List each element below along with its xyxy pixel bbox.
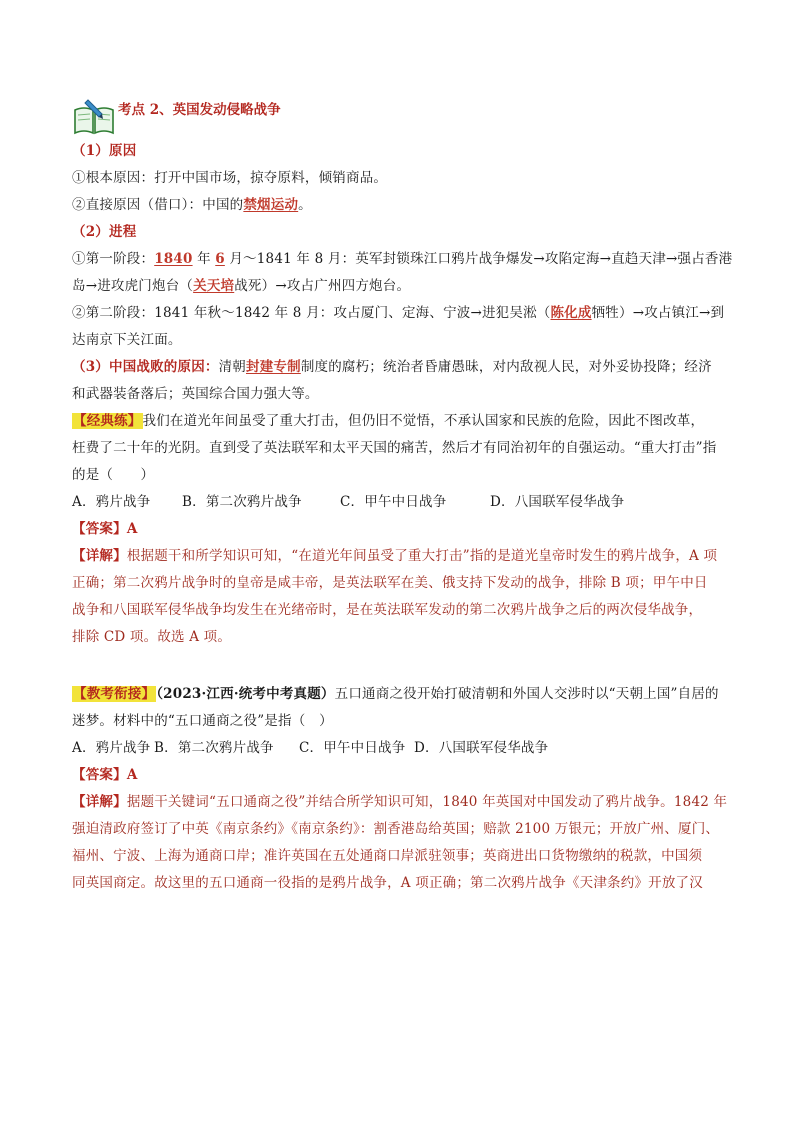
- cause-direct: ②直接原因（借口）：中国的禁烟运动。: [72, 197, 312, 213]
- q2-detail-line1: 【详解】据题干关键词“五口通商之役”并结合所学知识可知，1840 年英国对中国发动了鸦片战争。1842 年: [72, 794, 728, 810]
- q1-options: [72, 489, 724, 516]
- section-header: [72, 96, 724, 136]
- stage2-line2: 达南京下关江面。: [72, 332, 182, 348]
- stage1-line2: 岛→进攻虎门炮台（关天培战死）→攻占广州四方炮台。: [72, 278, 411, 294]
- q2-detail-line2: 强迫清政府签订了中英《南京条约》《南京条约》：割香港岛给英国；赔款 2100 万银元；开放广州、厦门、: [72, 821, 720, 837]
- process-heading: （2）进程: [72, 224, 137, 240]
- q2-detail-line3: 福州、宁波、上海为通商口岸；准许英国在五处通商口岸派驻领事；英商进出口货物缴纳的税款，中国须: [72, 848, 703, 864]
- q2-options: [72, 735, 724, 762]
- defeat-heading: （3）中国战败的原因：: [72, 359, 219, 375]
- defeat-line2: 和武器装备落后；英国综合国力强大等。: [72, 386, 319, 402]
- q1-stem-line3: 的是（ ）: [72, 467, 155, 483]
- q2-option-a: A．鸦片战争: [72, 740, 151, 756]
- q2-tag: 【教考衔接】: [73, 686, 156, 702]
- q1-option-c: C．甲午中日战争: [340, 494, 447, 510]
- keyword-month: 6: [215, 251, 225, 267]
- q1-option-a: A．鸦片战争: [72, 494, 151, 510]
- keyword-guan-tianpei: 关天培: [193, 278, 235, 294]
- q1-detail-line4: 排除 CD 项。故选 A 项。: [72, 629, 232, 645]
- book-pen-icon: [72, 96, 116, 136]
- q1-detail-line3: 战争和八国联军侵华战争均发生在光绪帝时，是在英法联军发动的第二次鸦片战争之后的两次侵华战争，: [72, 602, 703, 618]
- q1-option-b: B．第二次鸦片战争: [182, 494, 302, 510]
- q1-detail-line1: 【详解】根据题干和所学知识可知，“在道光年间虽受了重大打击”指的是道光皇帝时发生的鸦片战争，A 项: [72, 548, 718, 564]
- q1-stem-line1: 【经典练】我们在道光年间虽受了重大打击，但仍旧不觉悟，不承认国家和民族的危险，因此不图改革，: [73, 413, 705, 429]
- q2-detail-line4: 同英国商定。故这里的五口通商一役指的是鸦片战争，A 项正确；第二次鸦片战争《天津条约》开放了汉: [72, 875, 703, 891]
- keyword-year: 1840: [154, 251, 193, 267]
- cause-root: ①根本原因：打开中国市场，掠夺原料，倾销商品。: [72, 170, 388, 186]
- defeat-line1: （3）中国战败的原因：清朝封建专制制度的腐朽；统治者昏庸愚昧，对内敌视人民，对外妥协投降；经济: [72, 359, 712, 375]
- q2-source: （2023·江西·统考中考真题）: [156, 686, 335, 702]
- q1-answer: 【答案】A: [72, 521, 138, 537]
- q2-option-c: C．甲午中日战争: [299, 740, 406, 756]
- stage2-line1: ②第二阶段：1841 年秋～1842 年 8 月：攻占厦门、定海、宁波→进犯吴淞（陈化成牺牲）→攻占镇江→到: [72, 305, 725, 321]
- keyword-opium-ban: 禁烟运动: [243, 197, 299, 213]
- q1-detail-line2: 正确；第二次鸦片战争时的皇帝是咸丰帝，是英法联军在美、俄支持下发动的战争，排除 B 项；甲午中日: [72, 575, 708, 591]
- q2-option-b: B．第二次鸦片战争: [154, 740, 274, 756]
- keyword-chen-huacheng: 陈化成: [550, 305, 592, 321]
- keyword-feudal-autocracy: 封建专制: [246, 359, 301, 375]
- q2-option-d: D．八国联军侵华战争: [414, 740, 549, 756]
- q2-stem-line1: 【教考衔接】（2023·江西·统考中考真题）五口通商之役开始打破清朝和外国人交涉时以“天朝上国”自居的: [73, 686, 719, 702]
- q1-tag: 【经典练】: [73, 413, 142, 429]
- cause-heading: （1）原因: [72, 143, 137, 159]
- q2-stem-line2: 迷梦。材料中的“五口通商之役”是指（ ）: [72, 713, 333, 729]
- q1-stem-line2: 枉费了二十年的光阴。直到受了英法联军和太平天国的痛苦，然后才有同治初年的自强运动。“重大打击”指: [72, 440, 717, 456]
- stage1-line1: ①第一阶段：1840 年 6 月～1841 年 8 月：英军封锁珠江口鸦片战争爆发→攻陷定海→直趋天津→强占香港: [72, 251, 733, 267]
- q2-answer: 【答案】A: [72, 767, 138, 783]
- q1-option-d: D．八国联军侵华战争: [490, 494, 625, 510]
- document-page: [72, 96, 733, 897]
- section-title: 考点 2、英国发动侵略战争: [118, 102, 281, 118]
